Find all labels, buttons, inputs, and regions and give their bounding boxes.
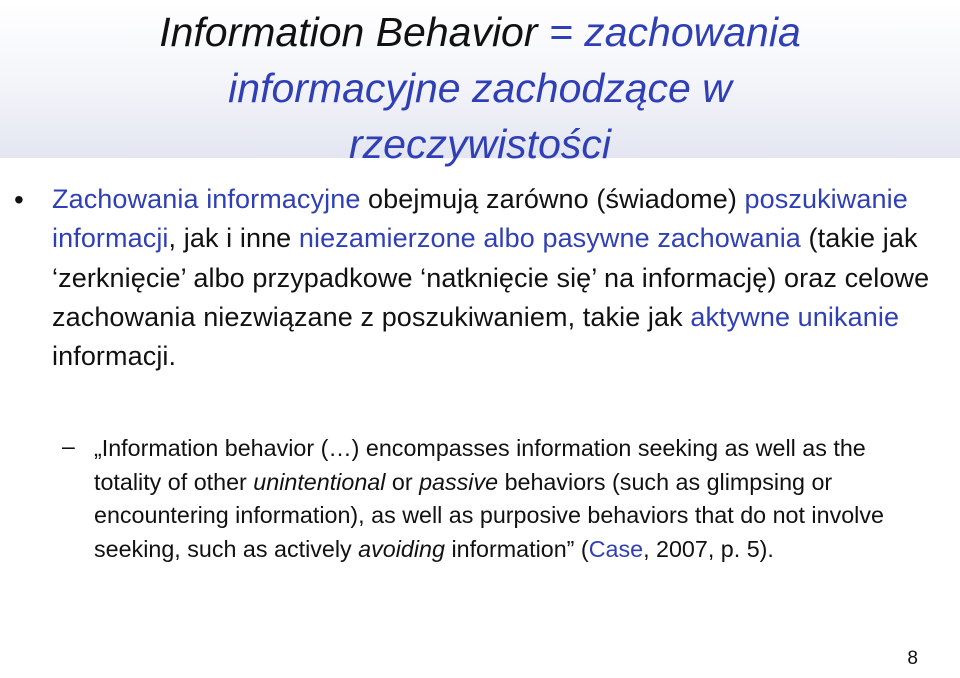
quote-part-5: , 2007, p. 5). (643, 535, 774, 562)
page-number: 8 (907, 648, 918, 669)
bullet-black-1: obejmują zarówno (świadome) (360, 184, 745, 214)
dash-marker: – (62, 433, 75, 459)
quote-text (94, 432, 939, 566)
slide-title (0, 0, 960, 172)
bullet-blue-3: niezamierzone albo pasywne zachowania (298, 223, 801, 254)
bullet-marker: • (14, 184, 24, 215)
title-line-2: informacyjne zachodzące w (228, 65, 732, 111)
title-line-1 (0, 4, 960, 60)
bullet-blue-1: Zachowania informacyjne (52, 184, 361, 214)
quote-italic-avoiding: avoiding (358, 535, 445, 562)
quote-part-2: or (385, 468, 420, 495)
quote-part-1: „Information behavior (…) encompasses information seeking as well as the totality of other (94, 435, 866, 495)
quote-italic-passive: passive (419, 468, 499, 495)
bullet-blue-2: poszukiwanie informacji (52, 184, 908, 254)
bullet-black-4: informacji. (52, 341, 177, 372)
title-line-1-rest: = zachowania (537, 9, 801, 55)
bullet-blue-4: aktywne unikanie (690, 301, 900, 332)
quote-part-3: behaviors (such as glimpsing or encountering information), as well as purposive behaviors that do not involve seeking, such as actively (94, 468, 884, 562)
bullet-text (52, 180, 942, 376)
bullet-black-3: (takie jak ‘zerknięcie’ albo przypadkowe ‘natknięcie się’ na informację) oraz celowe zachowania niezwiązane z poszukiwaniem, takie jak (52, 223, 930, 332)
quote-italic-unintentional: unintentional (253, 468, 386, 495)
bullet-black-2: , jak i inne (168, 223, 299, 254)
title-line-3: rzeczywistości (349, 121, 611, 167)
citation-author: Case (588, 535, 644, 562)
title-english-term: Information Behavior (159, 9, 538, 55)
quote-part-4: information” ( (444, 535, 589, 562)
